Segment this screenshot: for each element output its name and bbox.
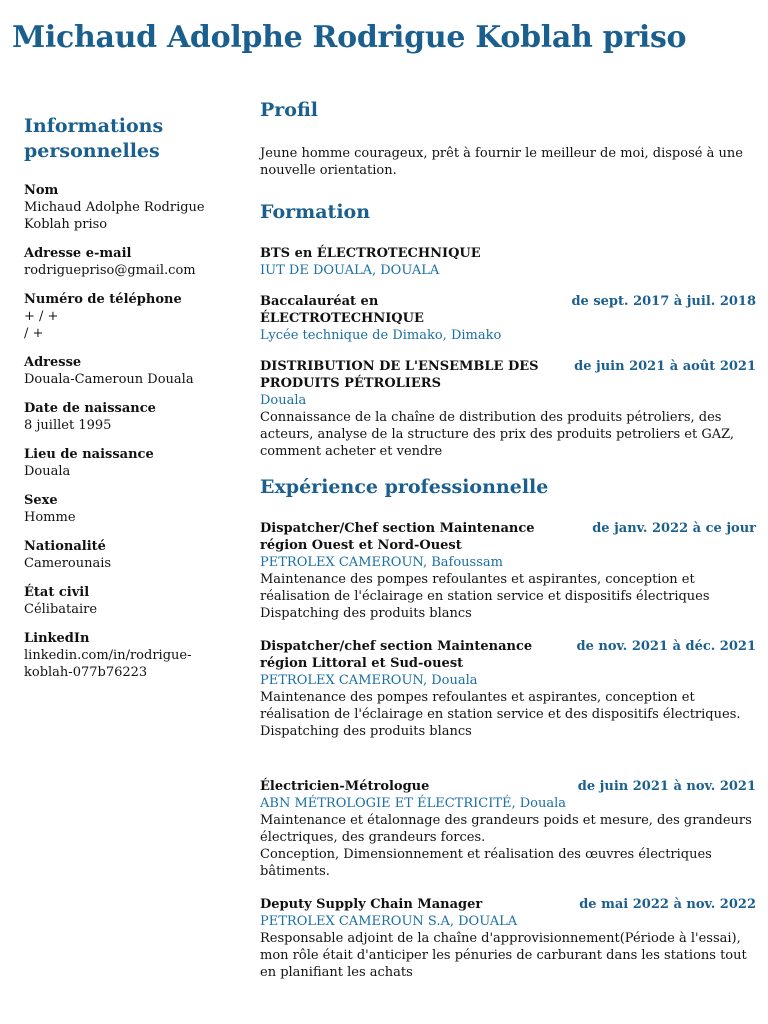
personal-field-label: Lieu de naissance	[24, 447, 154, 462]
experience-entry	[260, 896, 756, 981]
experience-entry-description: Maintenance des pompes refoulantes et aspirantes, conception et réalisation de l'éclairage en station service et des dispositifs électriques. Dispatching des produits blancs	[260, 690, 741, 739]
personal-info-title: Informations personnelles	[24, 115, 164, 162]
experience-entry-organization: ABN MÉTROLOGIE ET ÉLECTRICITÉ, Douala	[260, 796, 567, 811]
education-entry-organization: Lycée technique de Dimako, Dimako	[260, 328, 502, 343]
education-list	[260, 245, 756, 460]
experience-entry-description: Responsable adjoint de la chaîne d'approvisionnement(Période à l'essai), mon rôle était d'anticiper les pénuries de carburant dans les stations tout en planifiant les achats	[260, 931, 747, 980]
personal-field-label: Date de naissance	[24, 401, 156, 416]
education-entry	[260, 245, 756, 279]
experience-entry	[260, 520, 756, 622]
experience-entry-organization: PETROLEX CAMEROUN S.A, DOUALA	[260, 914, 518, 929]
personal-field-value: Douala	[24, 464, 71, 479]
personal-field-label: État civil	[24, 585, 90, 600]
personal-field-value: Homme	[24, 510, 76, 525]
personal-field	[24, 245, 239, 279]
experience-entry	[260, 778, 756, 880]
experience-entry-title: Dispatcher/chef section Maintenance région Littoral et Sud-ouest	[260, 639, 533, 671]
education-entry-title: Baccalauréat en ÉLECTROTECHNIQUE	[260, 294, 424, 326]
profile-section-title: Profil	[260, 99, 319, 121]
main-column	[260, 97, 756, 993]
experience-entry-date: de janv. 2022 à ce jour	[592, 521, 756, 536]
experience-entry-date: de nov. 2021 à déc. 2021	[576, 639, 756, 654]
personal-field-value: linkedin.com/in/rodrigue- koblah-077b76223	[24, 648, 192, 680]
personal-field	[24, 538, 239, 572]
education-entry-date: de sept. 2017 à juil. 2018	[571, 294, 756, 309]
personal-field-value: Douala-Cameroun Douala	[24, 372, 194, 387]
personal-field-label: Numéro de téléphone	[24, 292, 182, 307]
education-entry-title: BTS en ÉLECTROTECHNIQUE	[260, 246, 481, 261]
personal-field	[24, 291, 239, 342]
experience-entry-title: Dispatcher/Chef section Maintenance région Ouest et Nord-Ouest	[260, 521, 535, 553]
personal-field	[24, 354, 239, 388]
personal-field-label: Nationalité	[24, 539, 106, 554]
experience-entry-organization: PETROLEX CAMEROUN, Bafoussam	[260, 555, 503, 570]
education-entry	[260, 293, 756, 344]
education-section-title: Formation	[260, 201, 371, 223]
personal-info-sidebar	[24, 114, 239, 693]
personal-field	[24, 400, 239, 434]
personal-field-value: rodriguepriso@gmail.com	[24, 263, 196, 278]
experience-section-title: Expérience professionnelle	[260, 476, 549, 498]
resume-name: Michaud Adolphe Rodrigue Koblah priso	[12, 20, 687, 55]
experience-entry-date: de mai 2022 à nov. 2022	[579, 897, 756, 912]
experience-entry-title: Deputy Supply Chain Manager	[260, 897, 483, 912]
personal-field-value: Célibataire	[24, 602, 98, 617]
personal-field-value: Michaud Adolphe Rodrigue Koblah priso	[24, 200, 205, 232]
education-entry-date: de juin 2021 à août 2021	[574, 359, 756, 374]
personal-field	[24, 584, 239, 618]
profile-text: Jeune homme courageux, prêt à fournir le meilleur de moi, disposé à une nouvelle orientation.	[260, 146, 743, 178]
personal-field	[24, 182, 239, 233]
education-entry-organization: IUT DE DOUALA, DOUALA	[260, 263, 440, 278]
experience-entry-title: Électricien-Métrologue	[260, 779, 430, 794]
education-entry-organization: Douala	[260, 393, 307, 408]
personal-field	[24, 446, 239, 480]
personal-field-label: LinkedIn	[24, 631, 90, 646]
personal-field-value: 8 juillet 1995	[24, 418, 112, 433]
personal-field-label: Nom	[24, 183, 59, 198]
education-entry	[260, 358, 756, 460]
personal-field-value: + / + / +	[24, 309, 59, 341]
personal-field	[24, 492, 239, 526]
personal-field-label: Sexe	[24, 493, 58, 508]
personal-info-fields	[24, 182, 239, 681]
experience-entry-description: Maintenance et étalonnage des grandeurs poids et mesure, des grandeurs électriques, des grandeurs forces. Conception, Dimensionnement et réalisation des œuvres électriques bâtiments.	[260, 813, 752, 879]
personal-field	[24, 630, 239, 681]
personal-field-label: Adresse e-mail	[24, 246, 132, 261]
experience-entry-date: de juin 2021 à nov. 2021	[577, 779, 756, 794]
personal-field-value: Camerounais	[24, 556, 112, 571]
education-entry-description: Connaissance de la chaîne de distribution des produits pétroliers, des acteurs, analyse de la structure des prix des produits petroliers et GAZ, comment acheter et vendre	[260, 410, 735, 459]
personal-field-label: Adresse	[24, 355, 82, 370]
experience-list	[260, 520, 756, 981]
experience-entry-description: Maintenance des pompes refoulantes et aspirantes, conception et réalisation de l'éclairage en station service et dispositifs électriques Dispatching des produits blancs	[260, 572, 710, 621]
experience-entry	[260, 638, 756, 740]
experience-entry-organization: PETROLEX CAMEROUN, Douala	[260, 673, 478, 688]
education-entry-title: DISTRIBUTION DE L'ENSEMBLE DES PRODUITS PÉTROLIERS	[260, 359, 539, 391]
